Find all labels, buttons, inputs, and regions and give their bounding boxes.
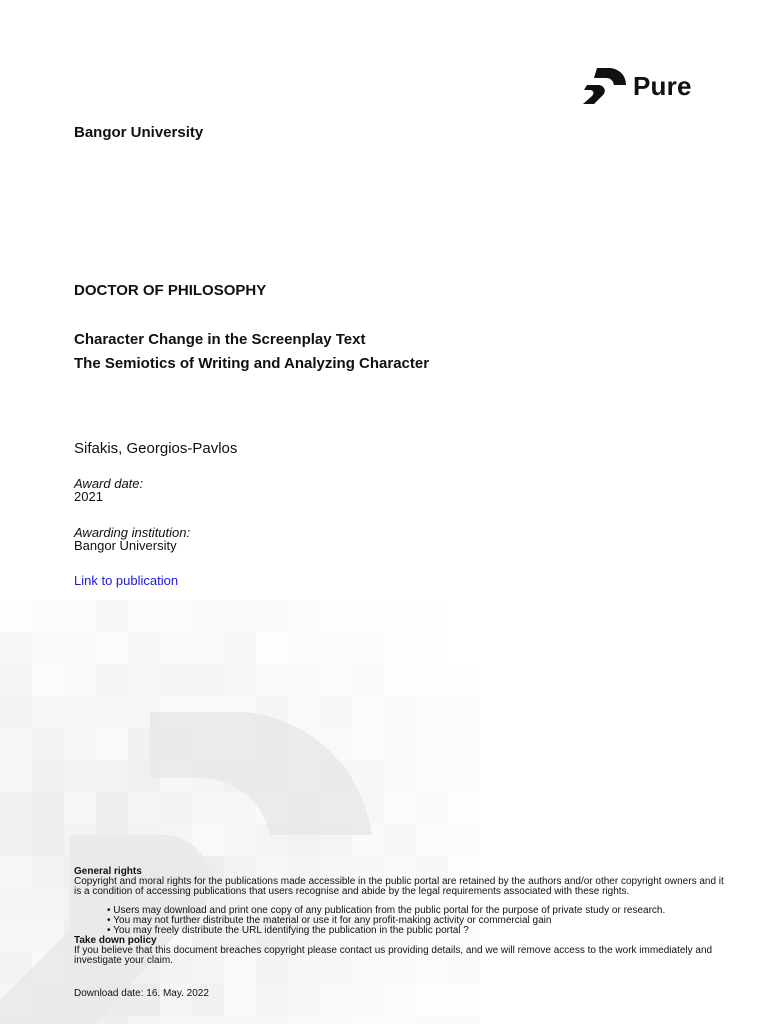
background-pixel xyxy=(448,984,480,1016)
background-pixel xyxy=(128,600,160,632)
background-pixel xyxy=(224,632,256,664)
background-pixel xyxy=(32,632,64,664)
background-pixel xyxy=(352,600,384,632)
background-pixel xyxy=(448,792,480,824)
background-pixel xyxy=(352,632,384,664)
background-pixel xyxy=(256,1016,288,1024)
background-pixel xyxy=(416,632,448,664)
pure-logo-icon xyxy=(583,68,627,104)
background-pixel xyxy=(384,632,416,664)
institution-heading: Bangor University xyxy=(74,124,204,141)
background-pixel xyxy=(352,1016,384,1024)
background-pixel xyxy=(320,696,352,728)
background-pixel xyxy=(32,600,64,632)
background-pixel xyxy=(256,664,288,696)
degree-title: DOCTOR OF PHILOSOPHY xyxy=(74,282,267,299)
background-pixel xyxy=(0,760,32,792)
award-date-value: 2021 xyxy=(74,489,103,504)
background-pixel xyxy=(352,728,384,760)
rights-bullet-list xyxy=(107,906,724,936)
takedown-text: If you believe that this document breaches copyright please contact us providing details, and we will remove access to the work immediately and investigate your claim. xyxy=(74,945,713,966)
background-pixel xyxy=(64,664,96,696)
background-pixel xyxy=(448,664,480,696)
background-pixel xyxy=(64,696,96,728)
background-pixel xyxy=(224,600,256,632)
background-pixel xyxy=(96,760,128,792)
background-pixel xyxy=(0,632,32,664)
background-pixel xyxy=(288,1016,320,1024)
background-pixel xyxy=(384,600,416,632)
background-pixel xyxy=(96,600,128,632)
background-pixel xyxy=(352,664,384,696)
background-pixel xyxy=(448,728,480,760)
background-pixel xyxy=(384,984,416,1016)
background-pixel xyxy=(0,792,32,824)
background-pixel xyxy=(320,664,352,696)
author-name: Sifakis, Georgios-Pavlos xyxy=(74,440,238,457)
background-pixel xyxy=(416,696,448,728)
background-pixel xyxy=(416,600,448,632)
background-pixel xyxy=(256,984,288,1016)
background-pixel xyxy=(224,824,256,856)
background-pixel xyxy=(96,632,128,664)
background-pixel xyxy=(192,632,224,664)
background-pixel xyxy=(160,664,192,696)
background-pixel xyxy=(192,1016,224,1024)
download-date: Download date: 16. May. 2022 xyxy=(74,988,209,999)
background-pixel xyxy=(64,632,96,664)
pure-logo-text: Pure xyxy=(633,70,692,101)
rights-section xyxy=(74,867,724,966)
background-pixel xyxy=(128,664,160,696)
background-pixel xyxy=(448,1016,480,1024)
background-pixel xyxy=(288,984,320,1016)
background-pixel xyxy=(448,696,480,728)
background-pixel xyxy=(416,824,448,856)
award-date-label: Award date: xyxy=(74,476,144,491)
background-pixel xyxy=(288,632,320,664)
background-pixel xyxy=(448,760,480,792)
general-rights-heading: General rights xyxy=(74,866,142,877)
background-pixel xyxy=(256,632,288,664)
background-pixel xyxy=(128,792,160,824)
background-pixel xyxy=(384,824,416,856)
background-pixel xyxy=(0,696,32,728)
background-pixel xyxy=(288,600,320,632)
thesis-title: Character Change in the Screenplay Text xyxy=(74,331,366,348)
background-pixel xyxy=(384,792,416,824)
background-pixel xyxy=(192,600,224,632)
rights-bullet-item: • Users may download and print one copy of any publication from the public portal for the purpose of private study or research. xyxy=(107,906,724,916)
background-pixel xyxy=(128,632,160,664)
background-pixel xyxy=(32,888,64,920)
background-pixel xyxy=(384,728,416,760)
background-pixel xyxy=(384,696,416,728)
background-pixel xyxy=(416,792,448,824)
background-pixel xyxy=(64,760,96,792)
background-pixel xyxy=(32,824,64,856)
background-pixel xyxy=(352,696,384,728)
background-pixel xyxy=(160,600,192,632)
background-pixel xyxy=(0,728,32,760)
rights-bullet-item: • You may freely distribute the URL identifying the publication in the public portal ? xyxy=(107,926,724,936)
background-pixel xyxy=(32,856,64,888)
background-pixel xyxy=(32,664,64,696)
background-pixel xyxy=(384,1016,416,1024)
background-pixel xyxy=(0,888,32,920)
background-pixel xyxy=(0,856,32,888)
background-pixel xyxy=(32,728,64,760)
background-pixel xyxy=(96,728,128,760)
background-pixel xyxy=(96,696,128,728)
background-pixel xyxy=(416,728,448,760)
background-pixel xyxy=(320,632,352,664)
background-pixel xyxy=(256,600,288,632)
background-pixel xyxy=(288,696,320,728)
background-pixel xyxy=(352,760,384,792)
background-pixel xyxy=(32,696,64,728)
background-pixel xyxy=(64,600,96,632)
background-pixel xyxy=(384,760,416,792)
thesis-subtitle: The Semiotics of Writing and Analyzing Character xyxy=(74,355,430,372)
background-pixel xyxy=(352,984,384,1016)
background-pixel xyxy=(0,824,32,856)
background-pixel xyxy=(416,984,448,1016)
background-pixel xyxy=(224,664,256,696)
pure-logo xyxy=(583,68,692,104)
publication-link[interactable]: Link to publication xyxy=(74,573,179,588)
background-pixel xyxy=(96,792,128,824)
rights-bullet-item: • You may not further distribute the material or use it for any profit-making activity or commercial gain xyxy=(107,916,724,926)
background-pixel xyxy=(160,632,192,664)
background-pixel xyxy=(96,664,128,696)
background-pixel xyxy=(0,664,32,696)
background-pixel xyxy=(288,664,320,696)
background-pixel xyxy=(224,1016,256,1024)
background-pixel xyxy=(160,1016,192,1024)
awarding-institution-value: Bangor University xyxy=(74,538,177,553)
background-pixel xyxy=(224,984,256,1016)
background-pixel xyxy=(160,792,192,824)
background-pixel xyxy=(192,792,224,824)
background-pixel xyxy=(32,760,64,792)
background-pixel xyxy=(128,1016,160,1024)
background-pixel xyxy=(320,1016,352,1024)
background-pixel xyxy=(192,664,224,696)
background-pixel xyxy=(320,600,352,632)
background-pixel xyxy=(32,792,64,824)
background-pixel xyxy=(320,984,352,1016)
takedown-heading: Take down policy xyxy=(74,935,157,946)
background-pixel xyxy=(448,824,480,856)
general-rights-text: Copyright and moral rights for the publications made accessible in the public portal are retained by the authors and/or other copyright owners and it is a condition of accessing publications that users recognise and abide by the legal requirements associated with these rights. xyxy=(74,876,724,897)
background-pixel xyxy=(64,728,96,760)
background-pixel xyxy=(416,760,448,792)
background-pixel xyxy=(416,1016,448,1024)
awarding-institution-label: Awarding institution: xyxy=(74,525,191,540)
background-pixel xyxy=(0,600,32,632)
background-pixel xyxy=(0,920,32,952)
background-pixel xyxy=(64,792,96,824)
background-pixel xyxy=(416,664,448,696)
background-pixel xyxy=(384,664,416,696)
